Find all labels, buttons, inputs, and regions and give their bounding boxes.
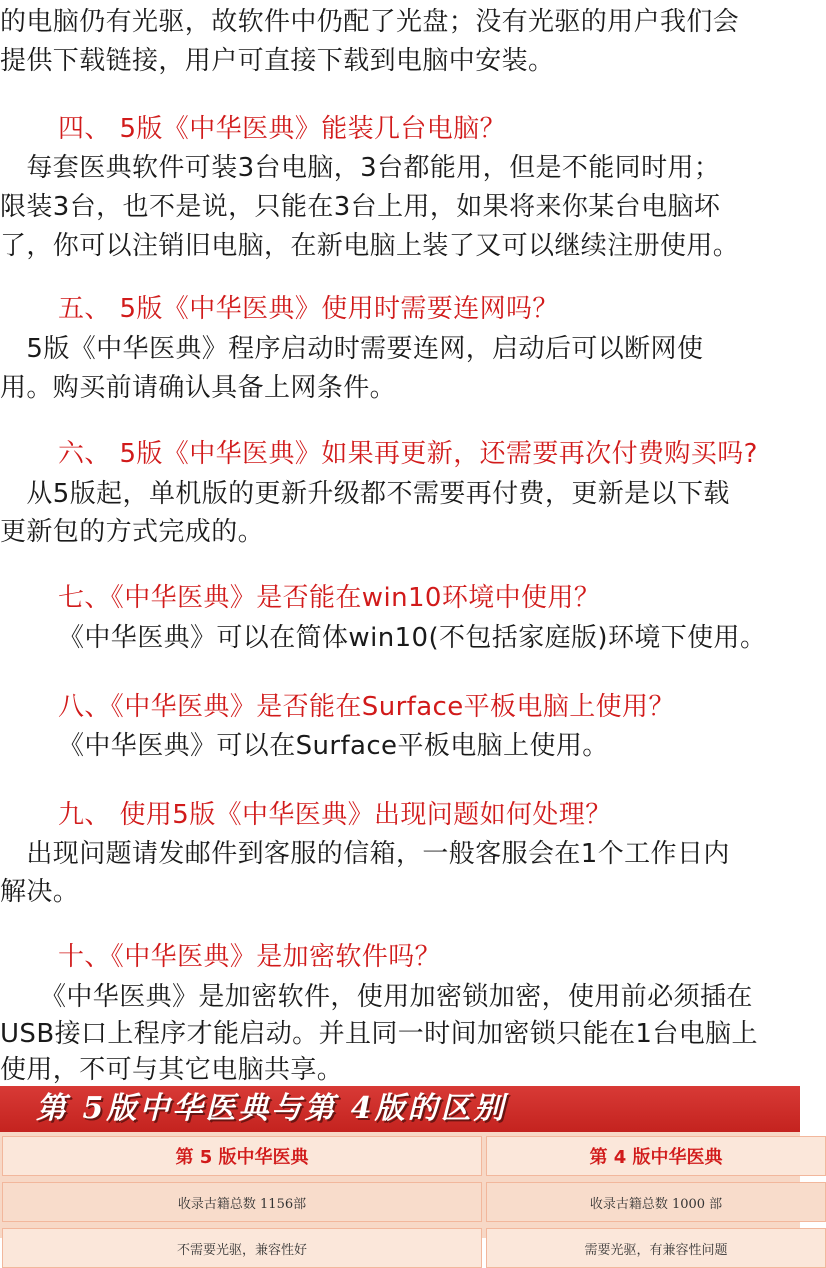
faq-question-6: 六、 5版《中华医典》如果再更新，还需要再次付费购买吗? [58, 439, 758, 469]
faq-answer-line: 从5版起，单机版的更新升级都不需要再付费，更新是以下载 [0, 479, 730, 509]
faq-answer-line: 每套医典软件可装3台电脑，3台都能用，但是不能同时用； [0, 153, 721, 183]
table-cell-text: 需要光驱，有兼容性问题 [584, 1242, 728, 1258]
column-header [486, 1136, 826, 1176]
faq-question-4: 四、 5版《中华医典》能装几台电脑？ [58, 114, 507, 144]
comparison-title: 第 5版中华医典与第 4版的区别 [36, 1091, 507, 1126]
faq-answer-line: 了，你可以注销旧电脑，在新电脑上装了又可以继续注册使用。 [0, 231, 740, 261]
comparison-table [0, 1132, 800, 1258]
faq-answer-line: 《中华医典》可以在简体win10(不包括家庭版)环境下使用。 [58, 623, 767, 653]
table-cell-text: 不需要光驱，兼容性好 [176, 1242, 307, 1258]
faq-answer-line: 使用，不可与其它电脑共享。 [0, 1055, 344, 1085]
faq-answer-line: 《中华医典》是加密软件，使用加密锁加密，使用前必须插在 [40, 982, 753, 1012]
faq-answer-line: USB接口上程序才能启动。并且同一时间加密锁只能在1台电脑上 [0, 1019, 758, 1049]
column-header [2, 1136, 482, 1176]
faq-question-9: 九、 使用5版《中华医典》出现问题如何处理？ [58, 800, 612, 830]
faq-answer-line: 《中华医典》可以在Surface平板电脑上使用。 [58, 731, 609, 761]
faq-answer-line: 用。购买前请确认具备上网条件。 [0, 373, 397, 403]
faq-answer-line: 出现问题请发邮件到客服的信箱，一般客服会在1个工作日内 [0, 839, 730, 869]
faq-answer-line: 5版《中华医典》程序启动时需要连网，启动后可以断网使 [0, 334, 704, 364]
table-cell [2, 1182, 482, 1222]
table-cell-text: 收录古籍总数 1000 部 [589, 1196, 723, 1212]
faq-answer-line: 限装3台，也不是说，只能在3台上用，如果将来你某台电脑坏 [0, 192, 721, 222]
faq-question-7: 七、《中华医典》是否能在win10环境中使用？ [58, 583, 601, 613]
table-cell [2, 1228, 482, 1268]
intro-line: 提供下载链接，用户可直接下载到电脑中安装。 [0, 46, 555, 76]
column-header-label: 第 4 版中华医典 [589, 1147, 723, 1168]
table-cell [486, 1182, 826, 1222]
intro-line: 的电脑仍有光驱，故软件中仍配了光盘；没有光驱的用户我们会 [0, 7, 740, 37]
faq-answer-line: 解决。 [0, 877, 80, 907]
faq-question-10: 十、《中华医典》是加密软件吗？ [58, 942, 442, 972]
column-header-label: 第 5 版中华医典 [175, 1147, 309, 1168]
table-cell-text: 收录古籍总数 1156部 [177, 1196, 307, 1212]
faq-answer-line: 更新包的方式完成的。 [0, 517, 265, 547]
comparison-banner [0, 1086, 800, 1132]
faq-question-5: 五、 5版《中华医典》使用时需要连网吗？ [58, 294, 559, 324]
faq-question-8: 八、《中华医典》是否能在Surface平板电脑上使用？ [58, 692, 675, 722]
table-cell [486, 1228, 826, 1268]
